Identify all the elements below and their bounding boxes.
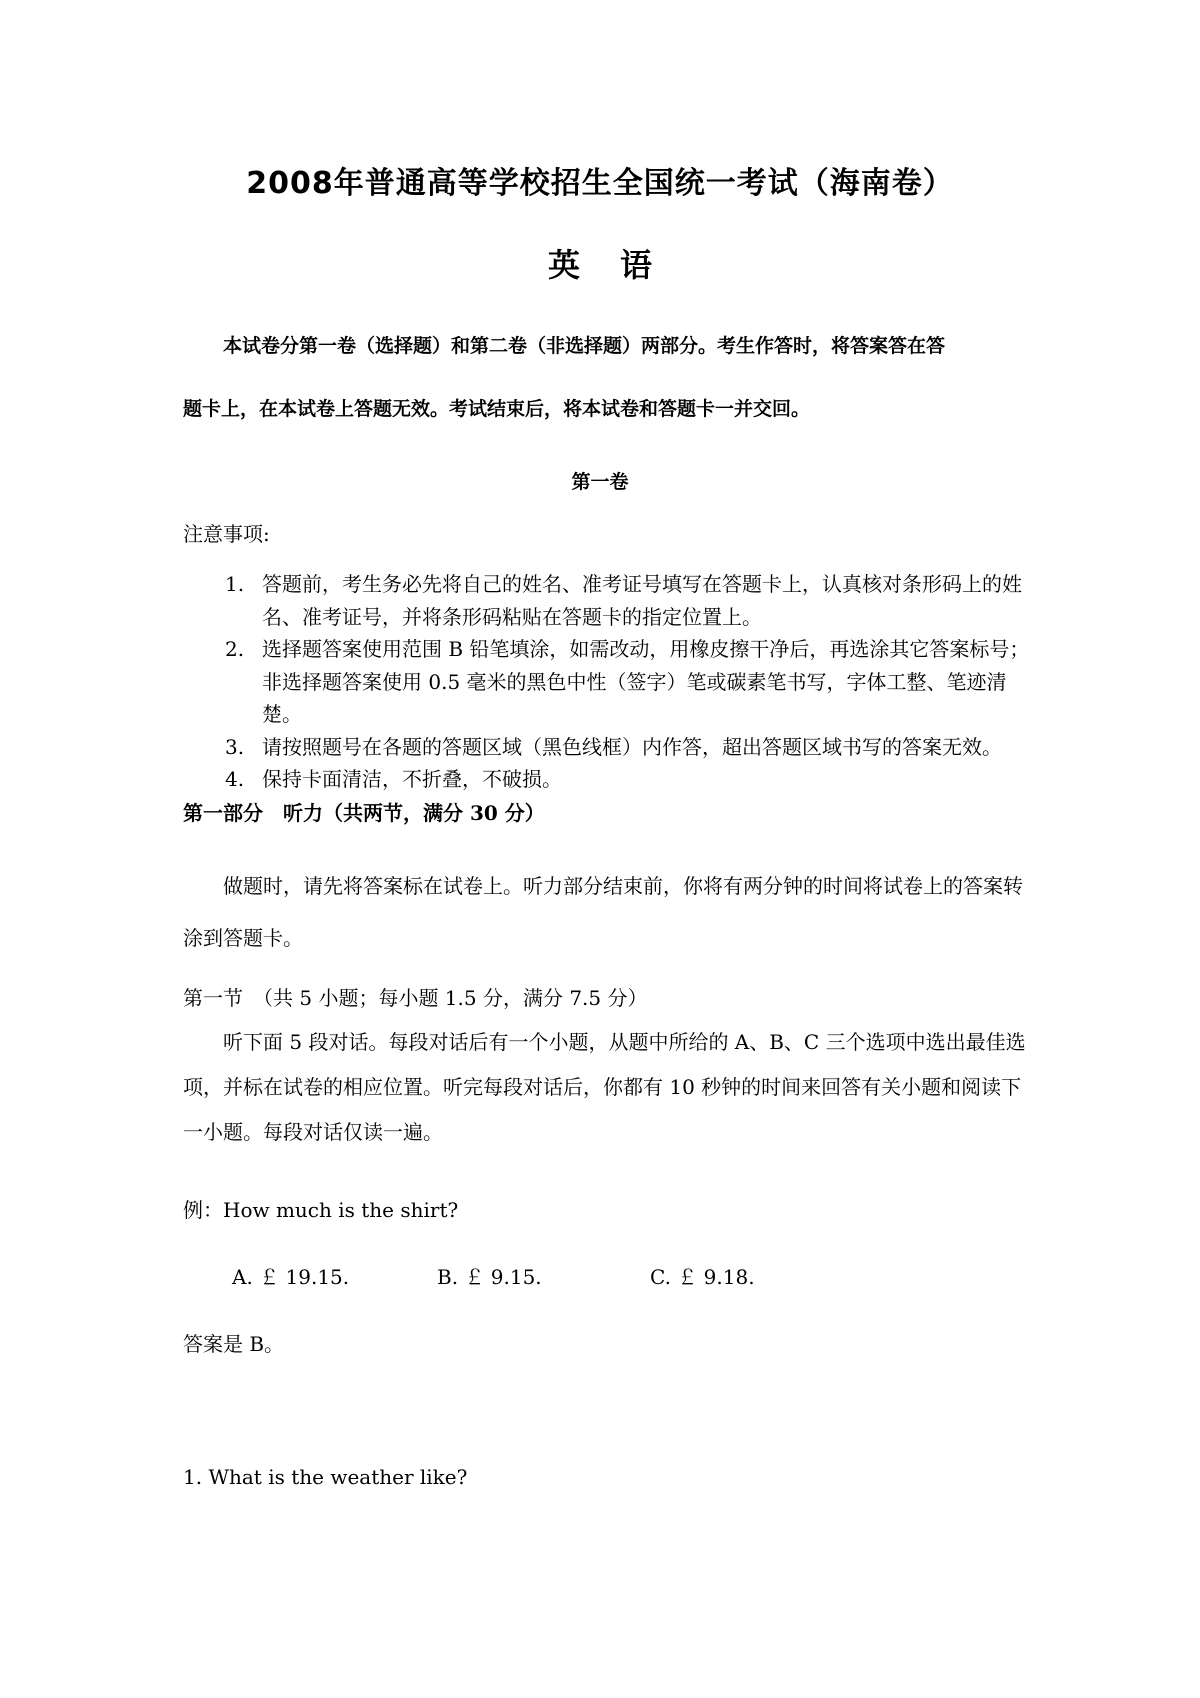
note-number: 3.	[225, 734, 245, 759]
example-question: 例：How much is the shirt?	[183, 1198, 459, 1222]
note-text: 选择题答案使用范围 B 铅笔填涂，如需改动，用橡皮擦干净后，再选涂其它答案标号；非选择题答案使用 0.5 毫米的黑色中性（签字）笔或碳素笔书写，字体工整、笔迹清楚。	[262, 637, 1030, 726]
note-number: 4.	[225, 767, 245, 791]
note-text: 保持卡面清洁，不折叠，不破损。	[262, 767, 562, 791]
notes-heading: 注意事项:	[183, 522, 270, 546]
question-1: 1. What is the weather like?	[183, 1465, 468, 1489]
note-item	[225, 731, 1030, 764]
example-option-b: B. ￡ 9.15.	[437, 1265, 542, 1289]
note-item	[225, 568, 1030, 633]
section1-title: 第一节 （共 5 小题；每小题 1.5 分，满分 7.5 分）	[183, 986, 648, 1010]
notes-list	[225, 568, 1030, 796]
intro-line-1: 本试卷分第一卷（选择题）和第二卷（非选择题）两部分。考生作答时，将答案答在答	[223, 335, 946, 357]
note-item	[225, 633, 1030, 731]
part1-title: 第一部分 听力（共两节，满分 30 分）	[183, 801, 545, 825]
note-text: 答题前，考生务必先将自己的姓名、准考证号填写在答题卡上，认真核对条形码上的姓名、准考证号，并将条形码粘贴在答题卡的指定位置上。	[262, 572, 1022, 629]
exam-subject: 英语	[547, 246, 692, 284]
volume-title: 第一卷	[571, 471, 629, 493]
note-number: 1.	[225, 572, 245, 596]
exam-title: 2008年普通高等学校招生全国统一考试（海南卷）	[246, 166, 954, 201]
example-option-a: A. ￡ 19.15.	[232, 1265, 350, 1289]
note-number: 2.	[225, 637, 245, 661]
example-answer: 答案是 B。	[183, 1332, 285, 1356]
part1-instructions: 做题时，请先将答案标在试卷上。听力部分结束前，你将有两分钟的时间将试卷上的答案转涂到答题卡。	[183, 874, 1023, 950]
intro-line-2: 题卡上，在本试卷上答题无效。考试结束后，将本试卷和答题卡一并交回。	[183, 398, 811, 420]
note-item	[225, 763, 1030, 796]
note-text: 请按照题号在各题的答题区域（黑色线框）内作答，超出答题区域书写的答案无效。	[262, 734, 1002, 759]
example-option-c: C. ￡ 9.18.	[650, 1265, 755, 1289]
section1-instructions: 听下面 5 段对话。每段对话后有一个小题，从题中所给的 A、B、C 三个选项中选出最佳选项，并标在试卷的相应位置。听完每段对话后，你都有 10 秒钟的时间来回答有关小题和阅读下一小题。每段对话仅读一遍。	[183, 1030, 1026, 1144]
